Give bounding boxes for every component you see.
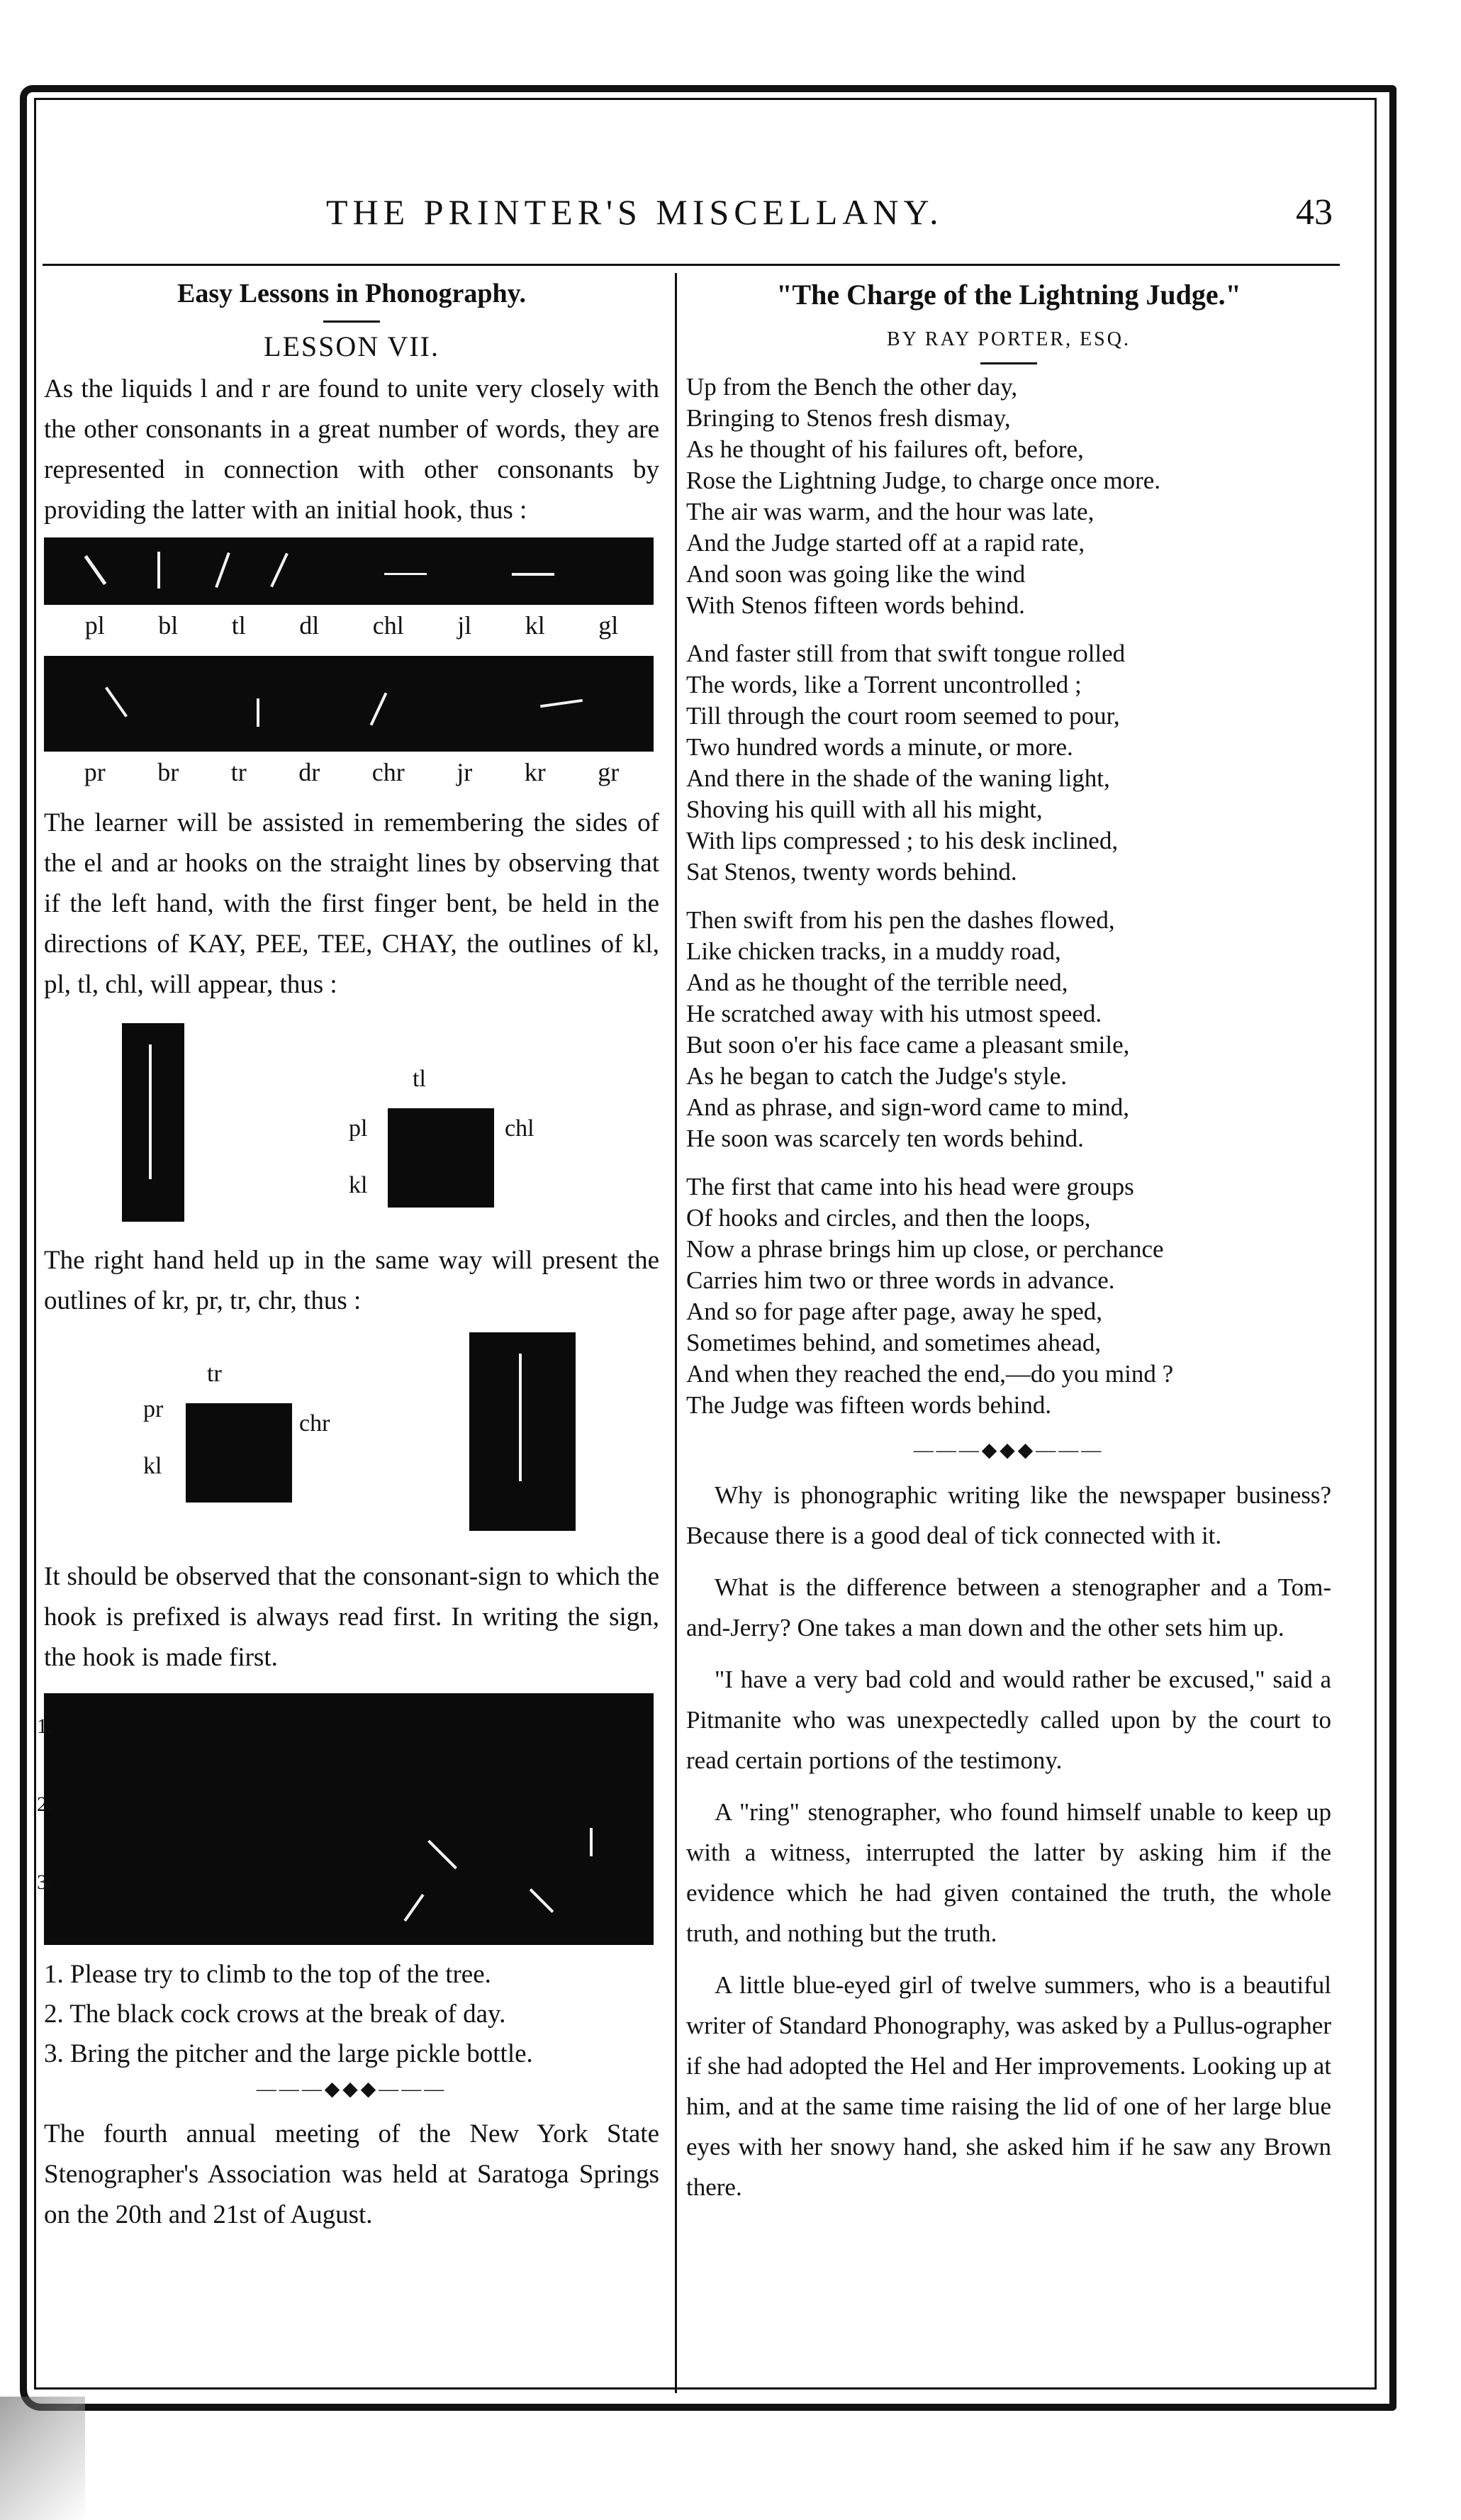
exercise-sentence: 1. Please try to climb to the top of the tree.	[44, 1960, 491, 1989]
shorthand-stroke	[590, 1828, 593, 1856]
sample-label: jl	[457, 611, 472, 640]
poem-line: And faster still from that swift tongue rolled	[686, 640, 1126, 667]
poem-line: And so for page after page, away he sped,	[686, 1298, 1102, 1325]
poem-title: "The Charge of the Lightning Judge."	[776, 279, 1241, 311]
shorthand-stroke	[530, 1888, 554, 1913]
exercise-shorthand-image	[37, 1693, 654, 1945]
poem-line: But soon o'er his face came a pleasant smile,	[686, 1031, 1130, 1059]
exercise-number: 2.	[37, 1793, 53, 1816]
poem-line: Carries him two or three words in advance.	[686, 1266, 1115, 1294]
sample-label: dl	[299, 611, 320, 640]
poem-line: And as phrase, and sign-word came to mind,	[686, 1093, 1129, 1121]
poem-line: As he thought of his failures oft, before,	[686, 435, 1084, 463]
poem-line: And there in the shade of the waning light,	[686, 764, 1110, 792]
poem-line: The words, like a Torrent uncontrolled ;	[686, 671, 1082, 698]
left-column	[37, 278, 659, 2235]
sample-label: kr	[524, 758, 546, 786]
figure-label: pr	[143, 1396, 164, 1422]
shorthand-stroke	[84, 555, 107, 585]
left-hand-hook-image	[122, 1023, 184, 1222]
poem-line: Like chicken tracks, in a muddy road,	[686, 937, 1061, 965]
shorthand-stroke	[270, 553, 289, 588]
section-ornament: ———◆◆◆———	[256, 2078, 447, 2100]
article-title: Easy Lessons in Phonography.	[177, 279, 527, 308]
r-hook-labels	[44, 757, 659, 787]
poem-line: And the Judge started off at a rapid rate,	[686, 529, 1085, 557]
figure-label: pl	[349, 1115, 368, 1142]
exercise-number: 3.	[37, 1871, 53, 1894]
anecdote-paragraph: Why is phonographic writing like the newspaper business? Because there is a good deal of tick connected with it.	[686, 1481, 1331, 1549]
sample-label: jr	[457, 758, 473, 786]
hand-outline-square	[388, 1108, 494, 1208]
sample-label: pl	[84, 611, 105, 640]
right-hand-figure	[44, 1332, 659, 1545]
exercise-sentence: 3. Bring the pitcher and the large pickle bottle.	[44, 2039, 533, 2068]
poem-line: Sometimes behind, and sometimes ahead,	[686, 1329, 1102, 1356]
poem-line: And as he thought of the terrible need,	[686, 969, 1068, 996]
title-rule	[323, 320, 380, 323]
shorthand-stroke	[519, 1354, 522, 1481]
poem-stanza	[686, 638, 1331, 888]
poem-line: The first that came into his head were groups	[686, 1173, 1134, 1200]
running-header	[43, 191, 1333, 241]
poem-line: With Stenos fifteen words behind.	[686, 591, 1025, 619]
anecdote-paragraph: "I have a very bad cold and would rather be excused," said a Pitmanite who was unexpectedly called upon by the court to read certain portions of the testimony.	[686, 1666, 1331, 1774]
hook-order-paragraph: It should be observed that the consonant-sign to which the hook is prefixed is always read first. In writing the sign, the hook is made first.	[44, 1562, 659, 1672]
right-hand-hook-image	[469, 1332, 576, 1531]
anecdote-paragraph: A little blue-eyed girl of twelve summers, who is a beautiful writer of Standard Phonography, was asked by a Pullus-ographer if she had adopted the Hel and Her improvements. Looking up at him, and at the same time raising the lid of one of her large blue eyes with her snowy hand, she asked him if he saw any Brown there.	[686, 1971, 1331, 2201]
sample-label: chr	[371, 758, 405, 786]
poem-line: Shoving his quill with all his might,	[686, 796, 1043, 823]
shorthand-stroke	[427, 1840, 457, 1870]
hand-outline-square	[186, 1403, 292, 1502]
poem-line: Two hundred words a minute, or more.	[686, 733, 1073, 761]
shorthand-stroke	[157, 552, 160, 589]
shorthand-stroke	[215, 552, 230, 588]
sample-label: chl	[372, 611, 404, 640]
figure-label: chr	[299, 1410, 330, 1437]
shorthand-stroke	[384, 573, 427, 575]
poem-line: With lips compressed ; to his desk inclined,	[686, 827, 1119, 854]
poem-line: Of hooks and circles, and then the loops,	[686, 1204, 1091, 1232]
sample-label: bl	[158, 611, 179, 640]
poem-line: Till through the court room seemed to pour,	[686, 702, 1120, 730]
right-column	[686, 278, 1331, 2219]
shorthand-stroke	[403, 1894, 424, 1922]
left-hand-paragraph: The learner will be assisted in remembering the sides of the el and ar hooks on the straight lines by observing that if the left hand, with the first finger bent, be held in the directions of KAY, PEE, TEE, CHAY, the outlines of kl, pl, tl, chl, will appear, thus :	[44, 808, 659, 999]
shorthand-sample-l-hooks	[44, 537, 654, 605]
sample-label: br	[157, 758, 179, 786]
poem-line: The Judge was fifteen words behind.	[686, 1391, 1052, 1419]
journal-title: THE PRINTER'S MISCELLANY.	[326, 192, 944, 232]
sample-label: tr	[230, 758, 247, 786]
sample-label: kl	[525, 611, 545, 640]
shorthand-stroke	[540, 699, 583, 708]
poem-stanza	[686, 372, 1331, 621]
shorthand-stroke	[370, 692, 388, 725]
shorthand-stroke	[257, 698, 259, 727]
header-rule	[43, 264, 1340, 266]
sample-label: tl	[231, 611, 246, 640]
page-edge-smudge	[0, 2397, 85, 2520]
figure-label: tl	[413, 1066, 426, 1092]
l-hook-labels	[44, 611, 659, 640]
figure-label: kl	[349, 1172, 368, 1198]
poem-stanza	[686, 905, 1331, 1154]
poem-line: Now a phrase brings him up close, or perchance	[686, 1235, 1164, 1263]
poem-line: Rose the Lightning Judge, to charge once more.	[686, 467, 1161, 494]
shorthand-stroke	[512, 573, 554, 576]
sample-label: dr	[298, 758, 320, 786]
shorthand-stroke	[105, 686, 128, 717]
poem-line: He soon was scarcely ten words behind.	[686, 1125, 1084, 1152]
exercise-number: 1.	[37, 1715, 53, 1738]
poem-line: Then swift from his pen the dashes flowed,	[686, 906, 1115, 934]
left-hand-figure	[44, 1016, 659, 1229]
sample-label: gr	[598, 758, 620, 786]
intro-paragraph: As the liquids l and r are found to unite very closely with the other consonants in a great number of words, they are represented in connection with other consonants by providing the latter with an initial hook, thus :	[44, 374, 659, 525]
poem-byline: BY RAY PORTER, ESQ.	[887, 328, 1131, 350]
sample-label: pr	[84, 758, 106, 786]
poem-line: He scratched away with his utmost speed.	[686, 1000, 1102, 1027]
column-divider	[675, 273, 677, 2393]
figure-label: tr	[207, 1361, 222, 1387]
anecdote-paragraph: A "ring" stenographer, who found himself unable to keep up with a witness, interrupted the latter by asking him if the evidence which he had given contained the truth, the whole truth, and nothing but the truth.	[686, 1798, 1331, 1947]
figure-label: chl	[505, 1115, 534, 1142]
poem-stanza	[686, 1171, 1331, 1421]
exercise-sentence: 2. The black cock crows at the break of day.	[44, 2000, 506, 2029]
poem-line: As he began to catch the Judge's style.	[686, 1062, 1067, 1090]
shorthand-sample-r-hooks	[44, 656, 654, 752]
figure-label: kl	[143, 1453, 162, 1479]
poem-line: Sat Stenos, twenty words behind.	[686, 858, 1017, 886]
sample-label: gl	[598, 611, 619, 640]
poem-line: And when they reached the end,—do you mind ?	[686, 1360, 1174, 1388]
anecdote-paragraph: What is the difference between a stenographer and a Tom-and-Jerry? One takes a man down and the other sets him up.	[686, 1573, 1331, 1641]
byline-rule	[980, 362, 1037, 364]
poem-line: Up from the Bench the other day,	[686, 373, 1018, 401]
page-number: 43	[1296, 192, 1333, 233]
association-notice: The fourth annual meeting of the New York State Stenographer's Association was held at Saratoga Springs on the 20th and 21st of August.	[44, 2119, 659, 2229]
poem-line: The air was warm, and the hour was late,	[686, 498, 1095, 525]
poem-line: Bringing to Stenos fresh dismay,	[686, 404, 1011, 432]
right-hand-paragraph: The right hand held up in the same way will present the outlines of kr, pr, tr, chr, thus :	[44, 1246, 659, 1315]
lesson-heading: LESSON VII.	[264, 330, 440, 362]
section-ornament: ———◆◆◆———	[913, 1439, 1104, 1461]
shorthand-stroke	[149, 1044, 152, 1179]
poem-line: And soon was going like the wind	[686, 560, 1026, 588]
